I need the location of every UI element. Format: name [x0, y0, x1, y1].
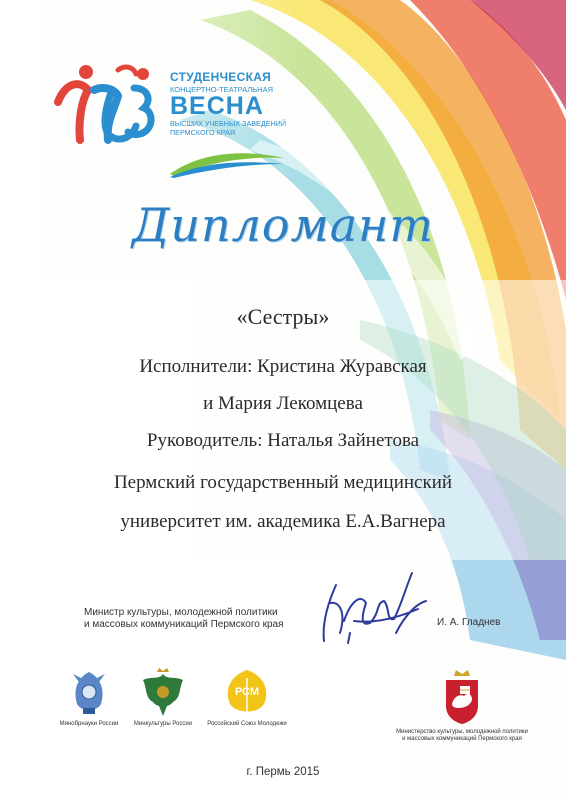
- perm-coat-of-arms-icon: [442, 668, 482, 726]
- rsm-leaf-icon: [224, 668, 270, 718]
- organizer-label-line-1: Министерство культуры, молодежной политики: [396, 729, 528, 735]
- organizer-rsm: [205, 668, 289, 727]
- performers-line: Исполнители: Кристина Журавская: [139, 356, 427, 377]
- signatory-title: [84, 607, 284, 631]
- diploma-title: Дипломант: [131, 198, 435, 252]
- signatory-title-line-2: и массовых коммуникаций Пермского края: [84, 619, 284, 630]
- signatory-title-line-1: Министр культуры, молодежной политики: [84, 607, 278, 618]
- festival-name: [170, 70, 330, 137]
- institution-line-2: университет им. академика Е.А.Вагнера: [120, 511, 446, 532]
- handwritten-signature: [310, 563, 430, 653]
- performers-line-2: и Мария Лекомцева: [203, 393, 363, 414]
- organizer-label: [392, 729, 532, 743]
- festival-wave-icon: [168, 148, 288, 178]
- signatory-name: И. А. Гладнев: [437, 617, 501, 628]
- rsm-mark: РСМ: [234, 686, 260, 698]
- city-year: г. Пермь 2015: [246, 766, 320, 778]
- leader-line: Руководитель: Наталья Зайнетова: [146, 430, 420, 451]
- organizer-label: Минкультуры России: [133, 721, 193, 727]
- festival-line-5: ПЕРМСКОГО КРАЯ: [170, 128, 236, 137]
- festival-line-1: СТУДЕНЧЕСКАЯ: [170, 70, 272, 84]
- institution-line-1: Пермский государственный медицинский: [113, 472, 453, 493]
- work-title: «Сестры»: [236, 304, 330, 329]
- festival-line-3: ВЕСНА: [170, 92, 264, 120]
- organizer-minobrnauki: [54, 668, 124, 727]
- organizer-minkultury: [128, 668, 198, 727]
- organizer-label: Минобрнауки России: [59, 721, 119, 727]
- eagle-emblem-icon: [139, 668, 187, 718]
- organizer-label: Российский Союз Молодежи: [207, 721, 287, 727]
- festival-line-2: КОНЦЕРТНО-ТЕАТРАЛЬНАЯ: [170, 85, 274, 94]
- organizer-label-line-2: и массовых коммуникаций Пермского края: [402, 736, 522, 742]
- festival-logo-icon: [48, 60, 168, 150]
- festival-line-4: ВЫСШИХ УЧЕБНЫХ ЗАВЕДЕНИЙ: [170, 119, 287, 128]
- organizer-perm-ministry: [392, 668, 532, 743]
- eagle-emblem-icon: [71, 668, 107, 718]
